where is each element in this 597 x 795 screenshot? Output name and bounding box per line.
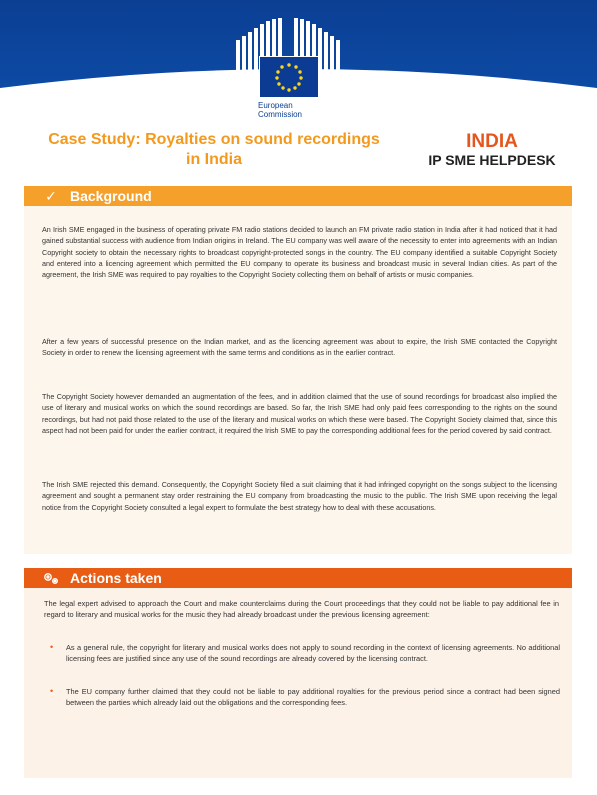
- eu-flag-icon: [259, 56, 319, 98]
- title-line2: in India: [186, 151, 242, 168]
- actions-heading: Actions taken: [70, 570, 162, 586]
- background-heading: Background: [70, 188, 152, 204]
- bullet-dot: •: [50, 642, 54, 652]
- page-title: [24, 130, 404, 170]
- actions-bullet-text: As a general rule, the copyright for literary and musical works does not apply to sound recording in the context of licensing agreements. No additional licensing fees are justified since any use of the sound recordings are already covered by the licensing contract.: [66, 643, 560, 664]
- title-line1: Case Study: Royalties on sound recordings: [48, 131, 380, 148]
- actions-section-header: [24, 568, 572, 588]
- background-section-header: [24, 186, 572, 206]
- org-name-line1: European: [258, 101, 293, 110]
- background-paragraph-3: The Copyright Society however demanded an augmentation of the fees, and in addition claimed that the use of sound recordings for broadcast also implied the use of literary and musical works on which the sound recordings are based. So far, the Irish SME had only paid fees corresponding to the rights on the sound recordings, but had not paid those related to the use of the literary and musical works on which these were based. The Copyright Society claimed that, since this aspect had not been paid for under the earlier contract, it required the Irish SME to pay the corresponding additional fees for the period covered by said contract.: [42, 392, 557, 435]
- background-paragraph-2: After a few years of successful presence on the Indian market, and as the licencing agreement was about to expire, the Irish SME contacted the Copyright Society in order to renew the licensing agreement with the same terms and conditions as in the earlier contract.: [42, 337, 557, 358]
- country-label: INDIA: [466, 131, 518, 152]
- bullet-dot: •: [50, 686, 54, 696]
- gears-icon: [42, 568, 60, 588]
- european-commission-logo: [228, 16, 348, 124]
- checkmark-icon: ✓: [45, 188, 57, 204]
- helpdesk-label: IP SME HELPDESK: [428, 152, 556, 168]
- org-name-line2: Commission: [258, 110, 303, 119]
- background-paragraph-4: The Irish SME rejected this demand. Consequently, the Copyright Society filed a suit claiming that it had infringed copyright on the songs subject to the licensing agreement and sought a permanent stay order restraining the EU company from broadcasting the music to the public. The Irish SME upon receiving the legal notice from the Copyright Society consulted a legal expert to formulate the best strategy how to deal with these accusations.: [42, 480, 557, 512]
- actions-intro: The legal expert advised to approach the Court and make counterclaims during the Court proceedings that they could not be liable to pay additional fee in regard to literary and musical works for the music they had already broadcast under the previous licensing agreement:: [44, 599, 559, 620]
- background-paragraph-1: An Irish SME engaged in the business of operating private FM radio stations decided to launch an FM private radio station in India after it had noticed that it had gained substantial success with audience from Indian origins in Ireland. The EU company was well aware of the necessity to enter into agreements with an Indian Copyright society to obtain the necessary rights to broadcast copyright-protected songs in the country. The EU company identified a suitable Copyright Society and entered into a licencing agreement which permitted the EU company to operate its business and broadcast music in several Indian cities. As part of the agreement, the Irish SME was required to pay royalties to the Copyright Society collecting them on behalf of artists or music companies.: [42, 225, 557, 280]
- org-name: [258, 101, 378, 119]
- actions-bullet-text: The EU company further claimed that they could not be liable to pay additional royalties for the previous period since a contract had been signed between the parties which already laid out the obligations and the corresponding fees.: [66, 687, 560, 708]
